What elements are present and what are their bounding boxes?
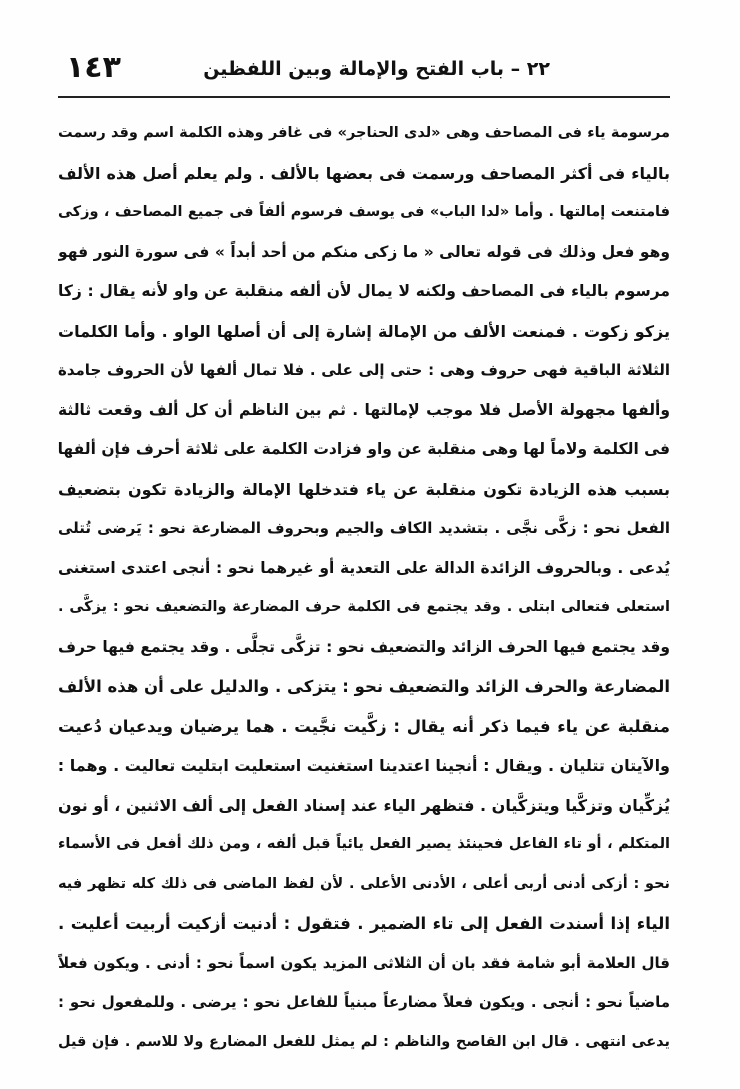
text-line: المتكلم ، أو تاء الفاعل فحينئذ يصير الفعل يائياً قبل ألفه ، ومن ذلك أفعل فى الأسماء	[58, 836, 670, 852]
text-line: والآيتان تتليان . ويقال : أنجينا اعتدينا استغنيت استعليت ابتليت تعاليت . وهما :	[58, 756, 670, 775]
text-line: وألفها مجهولة الأصل فلا موجب لإمالتها . ثم بين الناظم أن كل ألف وقعت ثالثة	[58, 400, 670, 419]
text-line: منقلبة عن ياء فيما ذكر أنه يقال : زكَّيت نجَّيت . هما يرضيان ويدعيان دُعيت	[58, 716, 670, 736]
body-text	[58, 114, 670, 1062]
text-line: استعلى فتعالى ابتلى . وقد يجتمع فى الكلمة حرف المضارعة والتضعيف نحو : يزكَّى .	[58, 599, 670, 615]
text-line: يزكو زكوت . فمنعت الألف من الإمالة إشارة إلى أن أصلها الواو . وأما الكلمات	[58, 321, 670, 341]
text-line: بالياء فى أكثر المصاحف ورسمت فى بعضها بالألف . ولم يعلم أصل هذه الألف	[58, 163, 670, 183]
text-line: يدعى انتهى . قال ابن القاصح والناظم : لم يمثل للفعل المضارع ولا للاسم . فإن قيل	[58, 1033, 670, 1050]
text-line: وهو فعل وذلك فى قوله تعالى « ما زكى منكم من أحد أبداً » فى سورة النور فهو	[58, 242, 670, 261]
text-line: قال العلامة أبو شامة فقد بان أن الثلاثى المزيد يكون اسماً نحو : أدنى . ويكون فعلاً	[58, 953, 670, 972]
page-number: ١٤٣	[66, 50, 121, 85]
text-line: ماضياً نحو : أنجى . ويكون فعلاً مضارعاً مبنياً للفاعل نحو : يرضى . وللمفعول نحو :	[58, 993, 670, 1011]
text-line: مرسومة ياء فى المصاحف وهى «لدى الحناجر» فى غافر وهذه الكلمة اسم وقد رسمت	[58, 125, 670, 141]
text-line: مرسوم بالياء فى المصاحف ولكنه لا يمال لأن ألفه منقلبة عن واو لأنه يقال : زكا	[58, 282, 670, 300]
text-line: الثلاثة الباقية فهى حروف وهى : حتى إلى على . فلا تمال ألفها لأن الحروف جامدة	[58, 361, 670, 379]
text-line: الفعل نحو : زكَّى نجَّى . بتشديد الكاف والجيم وبحروف المضارعة نحو : يَرضى تُتلى	[58, 519, 670, 537]
text-line: الياء إذا أسندت الفعل إلى تاء الضمير . فتقول : أدنيت أزكيت أربيت أعليت .	[58, 914, 670, 933]
header-divider	[58, 96, 670, 98]
text-line: فامتنعت إمالتها . وأما «لدا الباب» فى يوسف فرسوم ألفاً فى جميع المصاحف ، وزكى	[58, 204, 670, 220]
text-line: يُزكِّيان وتزكَّيا ويتزكَّيان . فتظهر الياء عند إسناد الفعل إلى ألف الاثنين ، أو نون	[58, 795, 670, 815]
text-line: يُدعى . وبالحروف الزائدة الدالة على التعدية أو غيرهما نحو : أنجى اعتدى استغنى	[58, 558, 670, 577]
text-line: وقد يجتمع فيها الحرف الزائد والتضعيف نحو : تزكَّى تجلَّى . وقد يجتمع فيها حرف	[58, 637, 670, 656]
chapter-title: ٢٢ – باب الفتح والإمالة وبين اللفظين	[203, 58, 550, 80]
page-header	[58, 50, 670, 96]
text-line: فى الكلمة ولاماً لها وهى منقلبة عن واو فزادت الكلمة على ثلاثة أحرف فإن ألفها	[58, 440, 670, 458]
text-line: بسبب هذه الزيادة تكون منقلبة عن ياء فتدخلها الإمالة والزيادة تكون بتضعيف	[58, 479, 670, 499]
text-line: المضارعة والحرف الزائد والتضعيف نحو : يتزكى . والدليل على أن هذه الألف	[58, 677, 670, 696]
text-line: نحو : أزكى أدنى أربى أعلى ، الأدنى الأعلى . لأن لفظ الماضى فى ذلك كله تظهر فيه	[58, 875, 670, 892]
